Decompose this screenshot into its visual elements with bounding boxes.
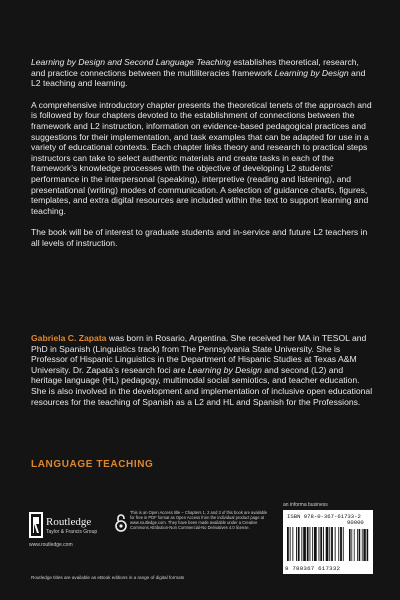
book-title: Learning by Design and Second Language Teaching xyxy=(31,57,231,67)
publisher-website: www.routledge.com xyxy=(29,542,73,548)
author-name: Gabriela C. Zapata xyxy=(31,333,107,343)
author-bio: Gabriela C. Zapata was born in Rosario, Argentina. She received her MA in TESOL and PhD in Spanish (Linguistics track) from The Pennsylvania State University. She is Professor of Hispanic Linguistics in the Department of Hispanic Studies at Texas A&M University. Dr. Zapata’s research foci are Learning by Design and second (L2) and heritage language (HL) pedagogy, multimodal social semiotics, and teacher education. She is also involved in the development and implementation of inclusive open educational resources for the teaching of Spanish as a L2 and HL and Spanish for the Professions. xyxy=(31,333,373,407)
isbn-text: ISBN 978-0-367-61733-2 xyxy=(287,513,361,520)
description-paragraph-1: Learning by Design and Second Language Teaching establishes theoretical, research, and practice connections between the multiliteracies framework Learning by Design and L2 teaching and learning. xyxy=(31,57,366,89)
barcode-bars xyxy=(287,527,369,563)
subject-category: LANGUAGE TEACHING xyxy=(31,459,154,470)
description-paragraph-3: The book will be of interest to graduate students and in-service and future L2 teachers in all levels of instruction. xyxy=(31,227,368,248)
open-access-notice: This is an Open Access title – Chapters 1, 2 and 3 of this book are available for free in PDF format as Open Access from the individual product page at www.routledge.com. They have been made available under a Creative Commons Attribution-Non Commercial-No Derivatives 4.0 license. xyxy=(130,510,268,531)
isbn-addon: 90000 xyxy=(347,519,364,526)
isbn-barcode xyxy=(283,510,373,574)
informa-label: an informa business xyxy=(283,502,328,508)
publisher-name: Routledge xyxy=(46,516,92,528)
ebook-footer: Routledge titles are available as eBook editions in a range of digital formats xyxy=(31,575,185,580)
barcode-number: 9 780367 617332 xyxy=(285,565,341,572)
open-access-icon xyxy=(115,513,127,533)
routledge-logo-icon xyxy=(29,512,43,538)
framework-name: Learning by Design xyxy=(274,67,349,78)
publisher-tagline: Taylor & Francis Group xyxy=(46,529,98,535)
book-description xyxy=(31,57,374,260)
description-paragraph-2: A comprehensive introductory chapter presents the theoretical tenets of the approach and is followed by four chapters devoted to the establishment of connections between the framework and L2 instruction, information on evidence-based pedagogical practices and suggestions for their implementation, and task examples that can be adapted for use in a variety of educational contexts. Each chapter links theory and research to practical steps instructors can take to select authentic materials and create tasks in each of the framework’s knowledge processes with the objective of developing L2 students’ performance in the interpersonal (speaking), interpretive (reading and listening), and presentational (writing) modes of communication. A selection of guidance charts, figures, templates, and extra digital resources are included within the text to support learning and teaching. xyxy=(31,99,372,216)
